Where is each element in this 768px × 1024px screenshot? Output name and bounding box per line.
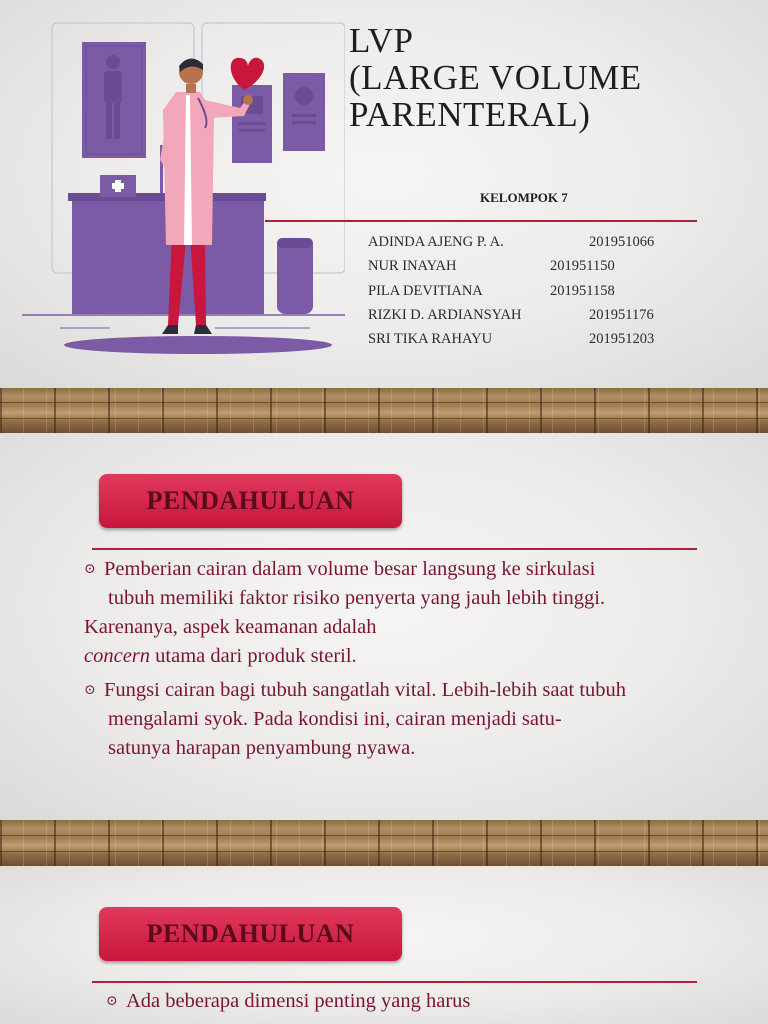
section-heading-text: PENDAHULUAN [146,919,355,948]
group-label: KELOMPOK 7 [480,190,568,205]
bullet2-line3: satunya harapan penyambung nyawa. [108,737,416,759]
doctor-illustration [0,0,345,370]
title-divider [265,220,697,222]
bullet1-line2: tubuh memiliki faktor risiko penyerta yang jauh lebih tinggi. [108,587,606,609]
bullet-paragraph-3 [106,987,706,1016]
bullet2-line2: mengalami syok. Pada kondisi ini, cairan menjadi satu- [108,708,562,730]
member-name-4: RIZKI D. ARDIANSYAH [368,307,522,323]
bullet1-line4: utama dari produk steril. [150,645,357,667]
title-line-1: LVP [349,21,414,60]
section-heading-text: PENDAHULUAN [146,486,355,515]
member-name-3: PILA DEVITIANA [368,283,483,299]
intro-slide-2 [0,866,768,1024]
member-name-1: ADINDA AJENG P. A. [368,234,504,250]
heading-divider [92,981,697,983]
wood-floor-divider [0,388,768,433]
bullet3-line1: Ada beberapa dimensi penting yang harus [126,990,471,1012]
section-heading [99,907,402,961]
member-id-2: 201951150 [550,258,615,274]
title-line-2: (LARGE VOLUME [349,58,642,97]
member-id-4: 201951176 [589,307,654,323]
member-id-5: 201951203 [589,331,655,347]
section-heading [99,474,402,528]
title-slide [0,0,768,388]
member-name-5: SRI TIKA RAHAYU [368,331,493,347]
bullet2-line1: Fungsi cairan bagi tubuh sangatlah vital. Lebih-lebih saat tubuh [104,679,627,701]
presentation-title [349,22,642,133]
heading-divider [92,548,697,550]
member-id-1: 201951066 [589,234,655,250]
wood-floor-divider [0,820,768,866]
title-line-3: PARENTERAL) [349,95,591,134]
member-id-3: 201951158 [550,283,615,299]
bullet-icon: ⊙ [106,994,118,1009]
bullet-paragraph-2 [84,676,754,763]
bullet-paragraph-1 [84,555,744,671]
bullet1-line1: Pemberian cairan dalam volume besar langsung ke sirkulasi [104,558,596,580]
member-name-2: NUR INAYAH [368,258,457,274]
bullet1-line3: Karenanya, aspek keamanan adalah [84,616,377,638]
bullet1-italic-word: concern [84,645,151,667]
intro-slide-1 [0,433,768,820]
bullet-icon: ⊙ [84,562,96,577]
bullet-icon: ⊙ [84,683,96,698]
